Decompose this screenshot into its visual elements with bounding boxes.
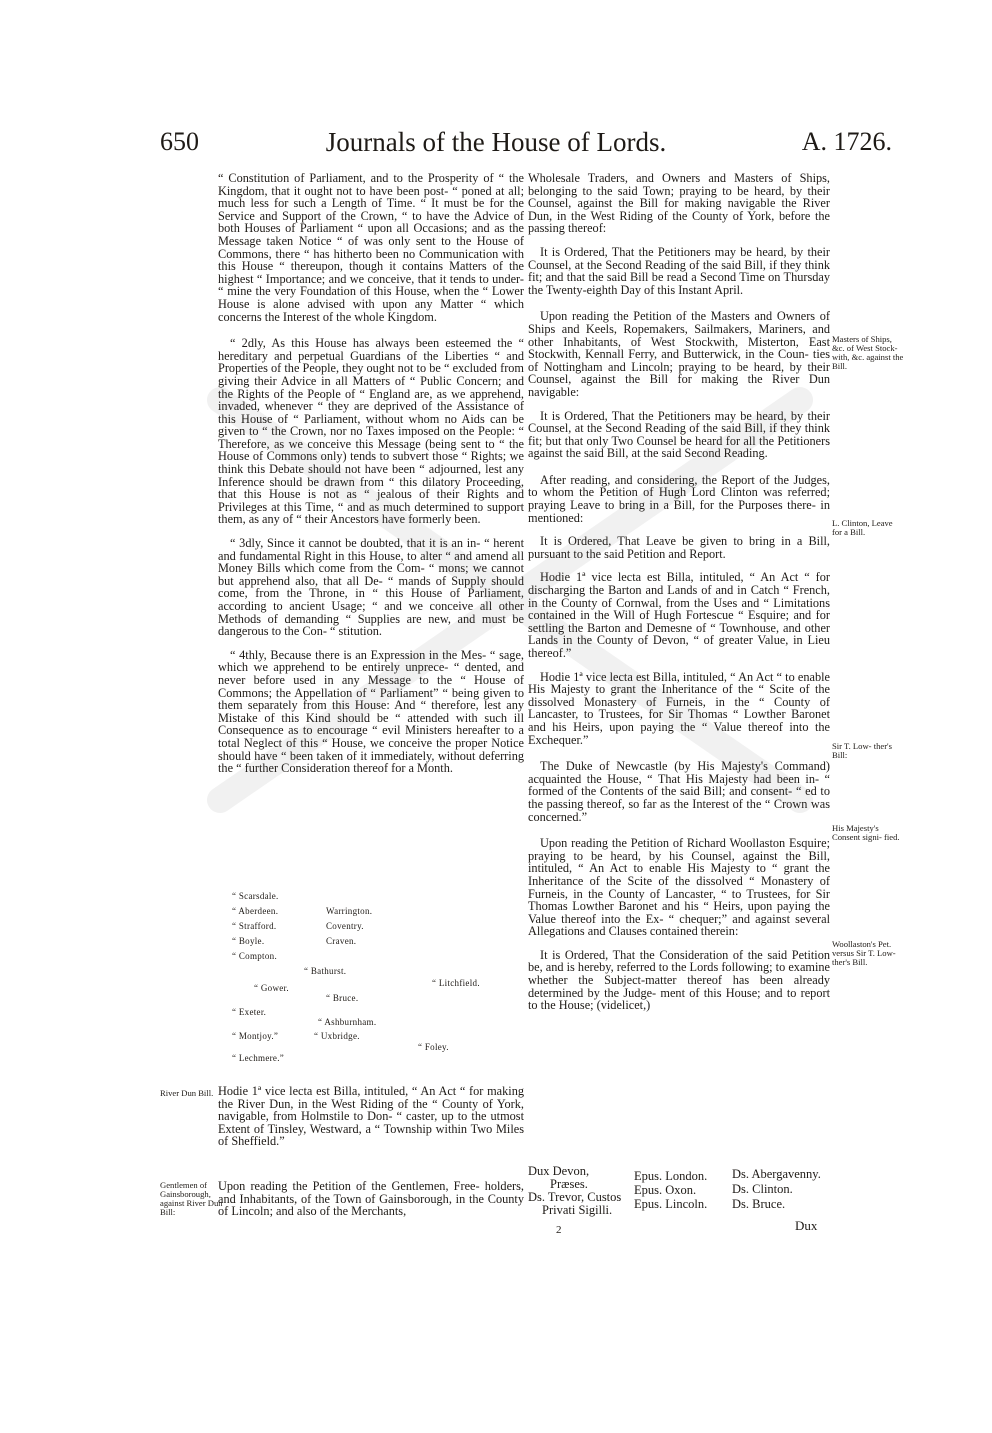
river-dun-bill-reading: Hodie 1ª vice lecta est Billa, intituled, “ An Act “ for making the River Dun, in the West Riding of the “ County of York, navigable, from Holmstile to Don- “ caster, up to the utmost Extent of Tinsley, Westward, a “ Township within Two Miles of Sheffield.” <box>218 1084 524 1149</box>
signature: “ Exeter. <box>232 1007 267 1017</box>
page-header <box>0 127 992 163</box>
margin-note-river-dun: River Dun Bill. <box>160 1088 214 1098</box>
signature: “ Bathurst. <box>304 966 347 976</box>
signature: Warrington. <box>326 906 373 916</box>
signature: “ Aberdeen. <box>232 906 279 916</box>
catchword: Dux <box>795 1218 818 1233</box>
committee-member: Dux Devon, <box>528 1164 590 1178</box>
committee-member: Præses. <box>550 1177 588 1191</box>
signature: “ Lechmere.” <box>232 1053 285 1063</box>
margin-note-lowther-bill: Sir T. Low- ther's Bill: <box>832 741 892 760</box>
protest-paragraph: “ 3dly, Since it cannot be doubted, that it is an in- “ herent and fundamental Right in this House, to alter “ and amend all Money Bills which come from the Com- “ mons; we cannot but apprehend also, that all De- “ mands of Supply should come, from the Throne, in “ this House of Parliament, according to ancient Usage; “ and we conceive all other Methods of demanding “ Supplies are new, and must be dangerous to the Con- “ stitution. <box>218 536 524 639</box>
committee-member: Epus. London. <box>634 1169 708 1183</box>
margin-note-gainsborough: Gentlemen of Gainsborough, against River Dun Bill: <box>160 1180 223 1217</box>
gainsborough-petition: Upon reading the Petition of the Gentlemen, Free- holders, and Inhabitants, of the Town of Gainsborough, in the County of Lincoln; and also of the Merchants, <box>218 1179 524 1219</box>
entry-paragraph: Hodie 1ª vice lecta est Billa, intituled, “ An Act “ for discharging the Barton and Lands of and in Catch “ French, in the County of Cornwal, from the Uses and “ Limitations contained in the Will of Hugh Fortescue “ Esquire; and for settling the Barton and Demesne of “ Townhouse, and other Lands in the County of Devon, “ of greater Value, in Lieu thereof.” <box>528 570 830 660</box>
entry-paragraph: It is Ordered, That the Petitioners may be heard, by their Counsel, at the Second Reading of the said Bill, if they think fit; but that only Two Counsel be heard for all the Petitioners against the said Bill, at the said Second Reading. <box>528 408 830 461</box>
committee-member: Epus. Oxon. <box>634 1183 697 1197</box>
signature: Coventry. <box>326 921 364 931</box>
margin-note-majesty-consent: His Majesty's Consent signi- fied. <box>832 823 900 842</box>
entry-paragraph: Hodie 1ª vice lecta est Billa, intituled, “ An Act “ to enable His Majesty to grant the Inheritance of the “ Scite of the dissolved Monastery of Furneis, in the “ County of Lancaster, to Trustees, for Sir Thomas “ Lowther Baronet and his Heirs, upon paying the “ Value thereof into the Exchequer.” <box>528 669 830 747</box>
committee-list <box>528 1164 838 1220</box>
page-number: 650 <box>160 127 199 156</box>
signature: “ Compton. <box>232 951 277 961</box>
entry-paragraph: Upon reading the Petition of the Masters and Owners of Ships and Keels, Ropemakers, Sailmakers, Mariners, and other Inhabitants, of West Stockwith, Misterton, East Stockwith, Kennall Ferry, and Butterwick, in the Coun- ties of Nottingham and Lincoln; praying to be heard, by their Counsel, against the Bill for making the River Dun navigable: <box>528 309 830 399</box>
signature-mark: 2 <box>556 1224 562 1236</box>
page-title: Journals of the House of Lords. <box>325 127 667 157</box>
protest-paragraph: “ Constitution of Parliament, and to the Prosperity of “ the Kingdom, that it ought not to have been post- “ poned at all; much less for such a Length of Time. “ It must be for the Service and Support of the Crown, “ to have the Advice of both Houses of Parliament “ upon all Occasions; and as the Message taken Notice “ of was only sent to the House of Commons, there “ has hitherto been no Communication with this House “ thereupon, though it contains Matters of the highest “ Importance; and we conceive, that it tends to under- “ mine the very Foundation of this House, when the “ Lower House is alone advised with upon any Matter “ which concerns the Interest of the whole Kingdom. <box>218 171 524 324</box>
right-column <box>528 172 830 1023</box>
entry-paragraph: Upon reading the Petition of Richard Woollaston Esquire; praying to be heard, by his Counsel, against the Bill, intituled, “ An Act to enable His Majesty to “ grant the Inheritance of the Scite of the dissolved “ Monastery of Furneis, in the County of Lancaster, “ to Trustees, for Sir Thomas Lowther Baronet and his “ Heirs, upon paying the Value thereof into the Ex- “ chequer;” and against several Allegations and Clauses contained therein: <box>528 836 830 939</box>
committee-member: Ds. Bruce. <box>732 1197 786 1211</box>
signature: “ Scarsdale. <box>232 891 279 901</box>
entry-paragraph: The Duke of Newcastle (by His Majesty's Command) acquainted the House, “ That His Majesty had been in- “ formed of the Contents of the said Bill; and consent- “ ed to the passing thereof, so far as the Interest of the “ Crown was concerned.” <box>528 759 830 824</box>
signature: “ Bruce. <box>326 993 359 1003</box>
margin-note-clinton: L. Clinton, Leave for a Bill. <box>832 518 893 537</box>
signature: “ Ashburnham. <box>318 1017 377 1027</box>
signature: Craven. <box>326 936 357 946</box>
entry-paragraph: It is Ordered, That Leave be given to bring in a Bill, pursuant to the said Petition and Report. <box>528 534 830 561</box>
entry-paragraph: It is Ordered, That the Petitioners may be heard, by their Counsel, at the Second Reading of the said Bill, if they think fit; and that the said Bill be read a Second Time on Thursday the Twenty-eighth Day of this Instant April. <box>528 244 830 297</box>
committee-member: Ds. Abergavenny. <box>732 1167 821 1181</box>
entry-paragraph: After reading, and considering, the Report of the Judges, to whom the Petition of Hugh Lord Clinton was referred; praying Leave to bring in a Bill, for the Purposes there- in mentioned: <box>528 472 830 525</box>
margin-note-woollaston: Woollaston's Pet. versus Sir T. Low- ther's Bill. <box>832 939 896 967</box>
signature: “ Foley. <box>418 1042 449 1052</box>
signature: “ Boyle. <box>232 936 265 946</box>
protest-paragraph: “ 2dly, As this House has always been esteemed the “ hereditary and perpetual Guardians of the Liberties “ and Properties of the People, they ought not to be “ excluded from giving their Advice in all Matters of “ Public Concern; and the Rights of the People of “ England are, as we apprehend, invaded, whenever “ they are deprived of the Assistance of this House of “ Parliament, without whom no Aids can be given to “ the Crown, nor no Taxes imposed on the People: “ Therefore, as we conceive this Message (being sent to “ the House of Commons only) tends to subvert those “ Rights; we think this Debate should not have been “ adjourned, lest any Inference should be drawn from “ this dilatory Proceeding, that this House is not as “ jealous of their Rights and Privileges at this Time, “ and as much determined to support them, as any of “ their Ancestors have formerly been. <box>218 336 524 527</box>
entry-paragraph: Wholesale Traders, and Owners and Masters of Ships, belonging to the said Town; praying to be heard, by their Counsel, against the Bill for making navigable the River Dun, in the West Riding of the County of York, before the passing thereof: <box>528 171 830 236</box>
committee-member: Ds. Trevor, Custos <box>528 1190 622 1204</box>
committee-member: Privati Sigilli. <box>542 1203 613 1217</box>
signature: “ Litchfield. <box>432 978 480 988</box>
entry-paragraph: It is Ordered, That the Consideration of the said Petition be, and is hereby, referred to the Lords following; to examine whether the Subject-matter thereof has been already determined by the Judge- ment of this House; and to report to the House; (videlicet,) <box>528 947 830 1013</box>
signature: “ Uxbridge. <box>314 1031 360 1041</box>
margin-note-masters-of-ships: Masters of Ships, &c. of West Stock- with, &c. against the Bill. <box>832 334 904 371</box>
committee-member: Ds. Clinton. <box>732 1182 793 1196</box>
signature: “ Strafford. <box>232 921 277 931</box>
committee-member: Epus. Lincoln. <box>634 1197 708 1211</box>
left-column <box>218 172 524 786</box>
signature: “ Gower. <box>254 983 289 993</box>
signature: “ Montjoy.” <box>232 1031 279 1041</box>
page-year: A. 1726. <box>801 127 892 156</box>
protest-paragraph: “ 4thly, Because there is an Expression in the Mes- “ sage, which we apprehend to be entirely unprece- “ dented, and never before used in any Message to the “ House of Commons; the Appellation of “ Parliament” “ being given to them separately from this House: And “ therefore, lest any Mistake of this Kind should be “ attended with such ill Consequence as to encourage “ evil Ministers hereafter to a total Neglect of this “ House, we conceive the proper Notice should have “ been taken of it immediately, without deferring the “ further Consideration thereof for a Month. <box>218 647 524 776</box>
